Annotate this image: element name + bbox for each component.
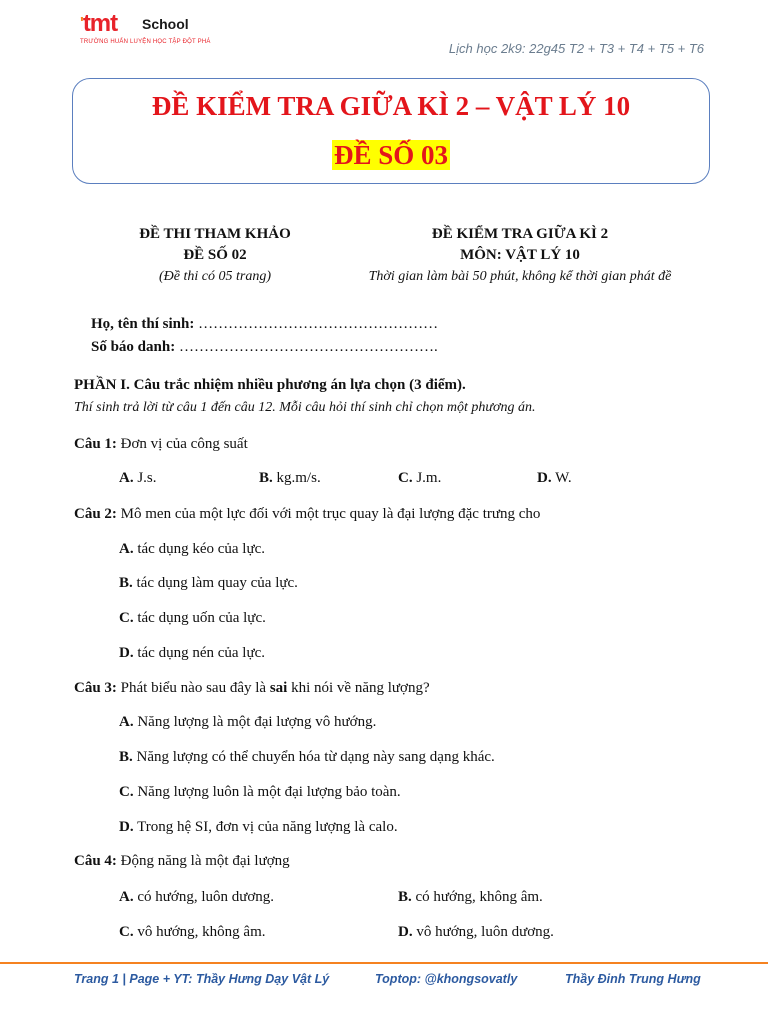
option-1a: A. J.s.: [119, 470, 157, 486]
option-2c: C. tác dụng uốn của lực.: [119, 610, 266, 626]
question-label: Câu 3:: [74, 680, 117, 696]
option-1c: C. J.m.: [398, 470, 442, 486]
option-3b: B. Năng lượng có thể chuyển hóa từ dạng này sang dạng khác.: [119, 749, 495, 765]
footer-tiktok: Toptop: @khongsovatly: [375, 972, 518, 986]
option-3c: C. Năng lượng luôn là một đại lượng bảo toàn.: [119, 784, 401, 800]
option-4d: D. vô hướng, luôn dương.: [398, 924, 554, 940]
question-text: Đơn vị của công suất: [120, 436, 248, 452]
question-label: Câu 4:: [74, 853, 117, 869]
name-label: Họ, tên thí sinh:: [91, 316, 195, 332]
option-4b: B. có hướng, không âm.: [398, 889, 543, 905]
question-text: Mô men của một lực đối với một trục quay là đại lượng đặc trưng cho: [120, 506, 541, 522]
option-3a: A. Năng lượng là một đại lượng vô hướng.: [119, 714, 377, 730]
part1-note: Thí sinh trả lời từ câu 1 đến câu 12. Mỗi câu hỏi thí sinh chỉ chọn một phương án.: [74, 400, 536, 415]
option-4c: C. vô hướng, không âm.: [119, 924, 266, 940]
footer-author: Thầy Đinh Trung Hưng: [565, 972, 701, 986]
question-text-emphasis: sai: [269, 680, 288, 696]
info-left: [100, 224, 330, 287]
id-dots: …………………………………………….: [178, 339, 438, 355]
school-logo: [80, 10, 211, 48]
question-1: [74, 436, 248, 453]
info-right-line3: Thời gian làm bài 50 phút, không kể thời gian phát đề: [368, 269, 672, 284]
logo-tagline: TRƯỜNG HUẤN LUYỆN HỌC TẬP ĐỘT PHÁ: [80, 39, 211, 45]
option-3d: D. Trong hệ SI, đơn vị của năng lượng là calo.: [119, 819, 398, 835]
info-left-line3: (Đề thi có 05 trang): [159, 269, 271, 284]
info-left-line1: ĐỀ THI THAM KHẢO: [139, 226, 291, 242]
exam-title: ĐỀ KIỂM TRA GIỮA KÌ 2 – VẬT LÝ 10: [151, 91, 631, 121]
logo-brand: 'tmt: [80, 10, 118, 37]
logo-school-word: School: [142, 16, 189, 32]
option-2a: A. tác dụng kéo của lực.: [119, 541, 266, 557]
question-text-before: Phát biểu nào sau đây là: [120, 680, 267, 696]
exam-number-wrap: [73, 140, 709, 171]
schedule-note: Lịch học 2k9: 22g45 T2 + T3 + T4 + T5 + T6: [448, 41, 704, 56]
title-box: [72, 78, 710, 184]
footer-rule: [0, 962, 768, 964]
id-field: [91, 339, 438, 356]
question-text-after: khi nói về năng lượng?: [291, 680, 430, 696]
id-label: Số báo danh:: [91, 339, 176, 355]
info-right-line2: MÔN: VẬT LÝ 10: [460, 247, 580, 263]
question-label: Câu 2:: [74, 506, 117, 522]
info-left-line2: ĐỀ SỐ 02: [183, 247, 247, 263]
exam-number: ĐỀ SỐ 03: [333, 140, 449, 170]
question-2: [74, 506, 540, 523]
question-text: Động năng là một đại lượng: [120, 853, 290, 869]
info-right-line1: ĐỀ KIỂM TRA GIỮA KÌ 2: [431, 226, 609, 242]
option-2b: B. tác dụng làm quay của lực.: [119, 575, 298, 591]
name-field: [91, 316, 438, 333]
info-right: [340, 224, 700, 287]
option-4a: A. có hướng, luôn dương.: [119, 889, 275, 905]
question-label: Câu 1:: [74, 436, 117, 452]
name-dots: …………………………………………: [198, 316, 439, 332]
option-1d: D. W.: [537, 470, 572, 486]
question-3: [74, 680, 430, 697]
option-2d: D. tác dụng nén của lực.: [119, 645, 266, 661]
footer-page-info: Trang 1 | Page + YT: Thầy Hưng Dạy Vật Lý: [74, 972, 330, 986]
question-4: [74, 853, 290, 870]
option-1b: B. kg.m/s.: [259, 470, 321, 486]
part1-title: PHẦN I. Câu trắc nhiệm nhiều phương án lựa chọn (3 điểm).: [74, 377, 466, 393]
